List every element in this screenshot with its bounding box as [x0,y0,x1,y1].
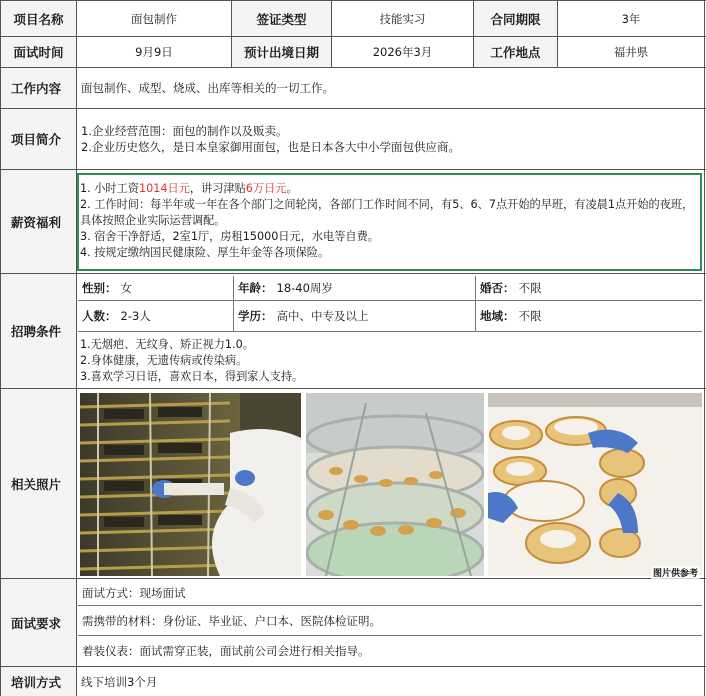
salary-line-3: 3. 宿舍干净舒适，2室1厅，房租15000日元，水电等自费。 [80,230,379,243]
count-cell [78,301,234,331]
training-allowance: 6万日元 [245,182,287,195]
interview-dress-row [78,636,702,665]
count-value: 2-3人 [120,309,151,323]
salary-label: 薪资福利 [0,170,77,273]
education-label: 学历： [238,309,273,323]
hourly-wage: 1014日元 [138,182,190,195]
count-label: 人数： [82,309,117,323]
interview-time-label: 面试时间 [0,37,77,67]
requirement-list [80,337,303,385]
requirement-item: 1.无烟疤、无纹身、矫正视力1.0。 [80,338,254,351]
departure-value: 2026年3月 [332,37,474,67]
salary-line-1 [80,181,698,197]
departure-label: 预计出境日期 [232,37,332,67]
contract-label: 合同期限 [474,1,558,36]
visa-type-value: 技能实习 [332,1,474,36]
work-content-text: 面包制作、成型、烧成、出库等相关的一切工作。 [77,68,705,108]
interview-method: 面试方式：现场面试 [82,586,186,600]
row-project-intro [0,109,706,170]
project-intro-body [77,109,705,169]
married-value: 不限 [518,281,542,295]
project-name-value: 面包制作 [77,1,232,36]
row-schedule-info [0,37,706,68]
recruit-row-2 [78,301,702,332]
age-value: 18-40周岁 [276,281,333,295]
salary-lines [80,181,698,261]
project-name-label: 项目名称 [0,1,77,36]
married-label: 婚否： [480,281,515,295]
age-cell [234,276,476,300]
education-cell [234,301,476,331]
requirement-item: 2.身体健康，无遗传病或传染病。 [80,354,248,367]
region-label: 地域： [480,309,515,323]
married-cell [476,276,702,300]
wage-prefix: 1. 小时工资 [80,182,139,195]
interview-materials: 需携带的材料：身份证、毕业证、户口本、医院体检证明。 [82,613,381,628]
photo-reference-note: 图片供参考 [651,566,700,579]
interview-method-row [78,581,702,606]
salary-line-4: 4. 按规定缴纳国民健康险、厚生年金等各项保险。 [80,246,330,259]
interview-time-value: 9月9日 [77,37,232,67]
region-cell [476,301,702,331]
intro-line: 1.企业经营范围：面包的制作以及贩卖。 [81,124,288,138]
training-value: 线下培训3个月 [77,667,705,696]
row-work-content [0,68,706,109]
gender-value: 女 [120,281,132,295]
gender-label: 性别： [82,281,117,295]
photo-cakes [488,393,702,576]
recruit-row-1 [78,276,702,301]
wage-suffix: 。 [286,182,298,195]
interview-dress: 着装仪表：面试需穿正装，面试前公司会进行相关指导。 [82,643,370,658]
training-label: 培训方式 [0,667,77,696]
photo-conveyor [306,393,484,576]
salary-line-2: 2. 工作时间：每半年或一年在各个部门之间轮岗，各部门工作时间不同，有5、6、7点开始的早班，有凌晨1点开始的夜班，具体按照企业实际运营调配。 [80,198,694,227]
age-label: 年龄： [238,281,273,295]
requirement-item: 3.喜欢学习日语，喜欢日本，得到家人支持。 [80,370,304,383]
row-basic-info [0,0,706,37]
location-label: 工作地点 [474,37,558,67]
project-intro-label: 项目简介 [0,109,77,169]
photo-bread-racks [80,393,301,576]
visa-type-label: 签证类型 [232,1,332,36]
interview-materials-row [78,606,702,636]
row-training [0,667,706,696]
location-value: 福井県 [558,37,705,67]
region-value: 不限 [518,309,542,323]
recruitment-label: 招聘条件 [0,274,77,388]
work-content-label: 工作内容 [0,68,77,108]
photos-label: 相关照片 [0,389,77,578]
interview-label: 面试要求 [0,579,77,666]
intro-line: 2.企业历史悠久，是日本皇家御用面包，也是日本各大中小学面包供应商。 [81,140,460,154]
education-value: 高中、中专及以上 [276,309,369,323]
gender-cell [78,276,234,300]
contract-value: 3年 [558,1,705,36]
wage-mid: ，讲习津贴 [189,182,246,195]
